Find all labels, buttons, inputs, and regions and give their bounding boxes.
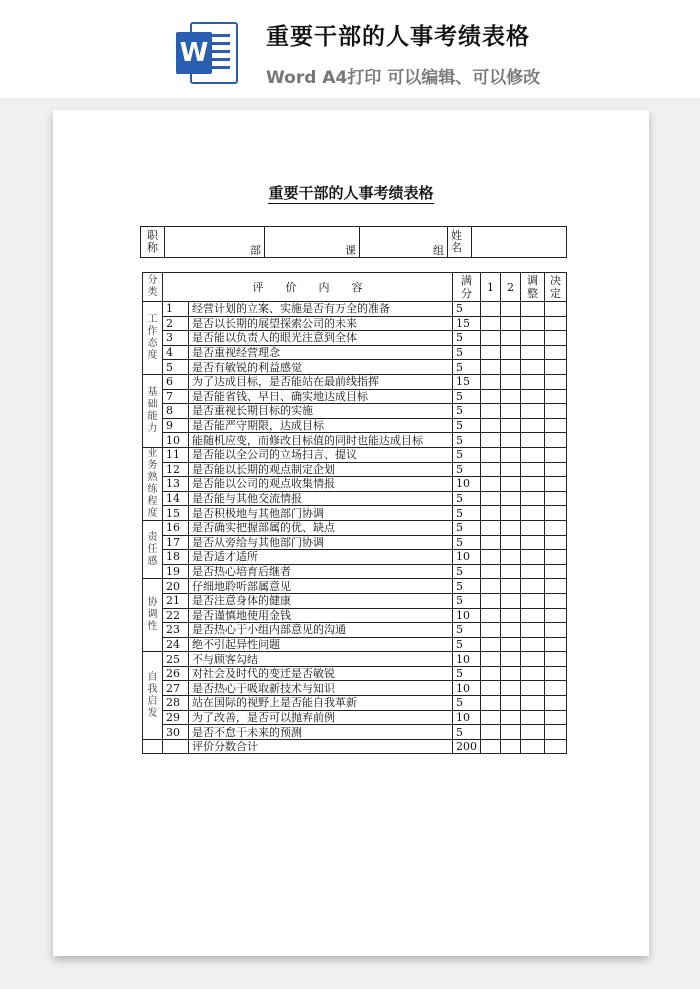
row-full-score: 5 xyxy=(453,520,481,535)
row-full-score: 10 xyxy=(453,681,481,696)
info-bu-cell: 部 xyxy=(165,227,265,258)
row-decide xyxy=(545,520,567,535)
row-decide xyxy=(545,535,567,550)
info-zhicheng-label: 职 称 xyxy=(141,227,165,258)
decide-header: 决 定 xyxy=(545,273,567,302)
row-full-score: 15 xyxy=(453,374,481,389)
table-row xyxy=(143,418,567,433)
row-col2 xyxy=(501,331,521,346)
row-number: 6 xyxy=(163,374,189,389)
row-full-score: 5 xyxy=(453,623,481,638)
row-decide xyxy=(545,316,567,331)
row-adjust xyxy=(521,345,545,360)
category-cell: 业务熟练程度 xyxy=(143,447,163,520)
info-zu-cell: 组 xyxy=(360,227,448,258)
info-xingming-label: 姓 名 xyxy=(448,227,472,258)
row-decide xyxy=(545,374,567,389)
row-full-score: 5 xyxy=(453,725,481,740)
row-col1 xyxy=(481,506,501,521)
row-full-score: 5 xyxy=(453,506,481,521)
row-content: 是否确实把握部属的优、缺点 xyxy=(189,520,453,535)
row-content: 是否能严守期限，达成目标 xyxy=(189,418,453,433)
full-score-header: 满 分 xyxy=(453,273,481,302)
evaluation-table xyxy=(142,272,567,754)
row-number: 7 xyxy=(163,389,189,404)
row-adjust xyxy=(521,579,545,594)
row-content: 是否重视经营理念 xyxy=(189,345,453,360)
row-decide xyxy=(545,345,567,360)
row-full-score: 5 xyxy=(453,564,481,579)
info-ke-cell: 课 xyxy=(265,227,360,258)
row-full-score: 5 xyxy=(453,666,481,681)
row-adjust xyxy=(521,623,545,638)
table-row xyxy=(143,433,567,448)
table-row xyxy=(143,593,567,608)
row-decide xyxy=(545,681,567,696)
row-full-score: 5 xyxy=(453,579,481,594)
row-number: 12 xyxy=(163,462,189,477)
row-col2 xyxy=(501,462,521,477)
table-row xyxy=(143,491,567,506)
table-row xyxy=(143,404,567,419)
row-full-score: 10 xyxy=(453,477,481,492)
row-full-score: 5 xyxy=(453,535,481,550)
row-content: 是否适才适所 xyxy=(189,550,453,565)
row-adjust xyxy=(521,637,545,652)
table-row xyxy=(143,462,567,477)
row-adjust xyxy=(521,506,545,521)
row-col1 xyxy=(481,331,501,346)
row-full-score: 5 xyxy=(453,418,481,433)
word-document-icon xyxy=(176,22,238,84)
row-content: 是否重视长期目标的实施 xyxy=(189,404,453,419)
row-col1 xyxy=(481,608,501,623)
row-full-score: 5 xyxy=(453,447,481,462)
row-decide xyxy=(545,433,567,448)
table-row xyxy=(143,608,567,623)
row-number: 27 xyxy=(163,681,189,696)
row-number: 1 xyxy=(163,302,189,317)
row-adjust xyxy=(521,404,545,419)
row-decide xyxy=(545,579,567,594)
row-col1 xyxy=(481,433,501,448)
row-content: 经营计划的立案、实施是否有万全的准备 xyxy=(189,302,453,317)
table-row xyxy=(143,725,567,740)
row-col1 xyxy=(481,696,501,711)
row-content: 是否注意身体的健康 xyxy=(189,593,453,608)
row-col2 xyxy=(501,725,521,740)
table-row xyxy=(143,681,567,696)
row-decide xyxy=(545,418,567,433)
row-decide xyxy=(545,550,567,565)
row-col2 xyxy=(501,360,521,375)
table-header-row xyxy=(143,273,567,302)
row-content: 仔细地聆听部属意见 xyxy=(189,579,453,594)
row-content: 为了达成目标，是否能站在最前线指挥 xyxy=(189,374,453,389)
row-col1 xyxy=(481,360,501,375)
row-full-score: 5 xyxy=(453,302,481,317)
row-decide xyxy=(545,725,567,740)
info-table xyxy=(140,226,567,258)
row-full-score: 10 xyxy=(453,710,481,725)
header-subtitle: Word A4打印 可以编辑、可以修改 xyxy=(266,68,541,88)
row-adjust xyxy=(521,593,545,608)
row-content: 是否能省钱、早日、确实地达成目标 xyxy=(189,389,453,404)
row-col2 xyxy=(501,447,521,462)
word-icon-letter: W xyxy=(176,32,212,74)
total-num-cell xyxy=(163,739,189,754)
table-row xyxy=(143,389,567,404)
row-number: 3 xyxy=(163,331,189,346)
row-content: 是否能与其他交流情报 xyxy=(189,491,453,506)
row-content: 是否热心于小组内部意见的沟通 xyxy=(189,623,453,638)
row-adjust xyxy=(521,564,545,579)
total-label: 评价分数合计 xyxy=(189,739,453,754)
row-adjust xyxy=(521,491,545,506)
row-col1 xyxy=(481,462,501,477)
row-decide xyxy=(545,710,567,725)
row-col2 xyxy=(501,564,521,579)
row-content: 能随机应变，而修改目标值的同时也能达成目标 xyxy=(189,433,453,448)
row-adjust xyxy=(521,433,545,448)
row-number: 10 xyxy=(163,433,189,448)
table-row xyxy=(143,652,567,667)
row-col2 xyxy=(501,345,521,360)
row-full-score: 5 xyxy=(453,637,481,652)
table-row xyxy=(143,579,567,594)
row-adjust xyxy=(521,681,545,696)
row-decide xyxy=(545,331,567,346)
row-col1 xyxy=(481,404,501,419)
row-content: 为了改善，是否可以抛弃前例 xyxy=(189,710,453,725)
category-cell: 工作态度 xyxy=(143,302,163,375)
row-col2 xyxy=(501,550,521,565)
row-col2 xyxy=(501,666,521,681)
row-adjust xyxy=(521,374,545,389)
row-col1 xyxy=(481,491,501,506)
row-number: 30 xyxy=(163,725,189,740)
row-adjust xyxy=(521,331,545,346)
row-decide xyxy=(545,666,567,681)
table-row xyxy=(143,360,567,375)
total-empty-cell xyxy=(501,739,521,754)
row-col1 xyxy=(481,623,501,638)
row-adjust xyxy=(521,666,545,681)
row-col1 xyxy=(481,374,501,389)
row-number: 18 xyxy=(163,550,189,565)
row-number: 19 xyxy=(163,564,189,579)
row-content: 对社会及时代的变迁是否敏锐 xyxy=(189,666,453,681)
row-col2 xyxy=(501,506,521,521)
row-col1 xyxy=(481,345,501,360)
row-adjust xyxy=(521,550,545,565)
row-decide xyxy=(545,506,567,521)
row-col2 xyxy=(501,404,521,419)
row-content: 是否从旁给与其他部门协调 xyxy=(189,535,453,550)
row-col2 xyxy=(501,593,521,608)
row-col2 xyxy=(501,302,521,317)
row-number: 17 xyxy=(163,535,189,550)
row-adjust xyxy=(521,389,545,404)
row-col1 xyxy=(481,637,501,652)
row-col2 xyxy=(501,710,521,725)
row-col2 xyxy=(501,477,521,492)
row-decide xyxy=(545,404,567,419)
content-header: 评 价 内 容 xyxy=(163,273,453,302)
row-col1 xyxy=(481,550,501,565)
row-full-score: 5 xyxy=(453,404,481,419)
total-empty-cell xyxy=(481,739,501,754)
row-col2 xyxy=(501,418,521,433)
row-col1 xyxy=(481,666,501,681)
row-col1 xyxy=(481,389,501,404)
row-full-score: 5 xyxy=(453,389,481,404)
row-number: 23 xyxy=(163,623,189,638)
row-decide xyxy=(545,389,567,404)
row-col1 xyxy=(481,316,501,331)
row-col1 xyxy=(481,447,501,462)
table-row xyxy=(143,550,567,565)
row-content: 是否积极地与其他部门协调 xyxy=(189,506,453,521)
row-full-score: 10 xyxy=(453,608,481,623)
row-content: 是否热心于吸取新技术与知识 xyxy=(189,681,453,696)
adjust-header: 调 整 xyxy=(521,273,545,302)
category-cell: 自我启发 xyxy=(143,652,163,740)
row-full-score: 5 xyxy=(453,696,481,711)
row-col1 xyxy=(481,725,501,740)
row-content: 站在国际的视野上是否能自我革新 xyxy=(189,696,453,711)
category-cell: 协调性 xyxy=(143,579,163,652)
row-adjust xyxy=(521,608,545,623)
row-col1 xyxy=(481,418,501,433)
total-row xyxy=(143,739,567,754)
row-content: 是否有敏锐的利益感觉 xyxy=(189,360,453,375)
table-row xyxy=(143,637,567,652)
row-col2 xyxy=(501,389,521,404)
row-adjust xyxy=(521,725,545,740)
row-full-score: 5 xyxy=(453,491,481,506)
row-content: 是否能以公司的观点收集情报 xyxy=(189,477,453,492)
row-number: 13 xyxy=(163,477,189,492)
table-row xyxy=(143,302,567,317)
row-number: 5 xyxy=(163,360,189,375)
table-row xyxy=(143,506,567,521)
row-full-score: 15 xyxy=(453,316,481,331)
row-decide xyxy=(545,477,567,492)
row-col1 xyxy=(481,681,501,696)
row-decide xyxy=(545,564,567,579)
table-row xyxy=(143,316,567,331)
row-number: 26 xyxy=(163,666,189,681)
row-col1 xyxy=(481,535,501,550)
row-col1 xyxy=(481,564,501,579)
row-adjust xyxy=(521,462,545,477)
row-content: 是否以长期的展望探索公司的未来 xyxy=(189,316,453,331)
document-page xyxy=(53,110,649,956)
total-blank-cell xyxy=(143,739,163,754)
row-number: 15 xyxy=(163,506,189,521)
row-content: 是否谨慎地使用金钱 xyxy=(189,608,453,623)
row-number: 24 xyxy=(163,637,189,652)
info-name-value xyxy=(472,227,567,258)
row-full-score: 5 xyxy=(453,360,481,375)
row-adjust xyxy=(521,418,545,433)
row-col2 xyxy=(501,608,521,623)
row-adjust xyxy=(521,652,545,667)
row-col2 xyxy=(501,520,521,535)
table-row xyxy=(143,666,567,681)
row-adjust xyxy=(521,520,545,535)
row-number: 28 xyxy=(163,696,189,711)
table-row xyxy=(143,623,567,638)
row-adjust xyxy=(521,535,545,550)
total-empty-cell xyxy=(521,739,545,754)
row-full-score: 10 xyxy=(453,550,481,565)
row-decide xyxy=(545,360,567,375)
row-decide xyxy=(545,593,567,608)
row-adjust xyxy=(521,302,545,317)
row-col2 xyxy=(501,316,521,331)
row-decide xyxy=(545,302,567,317)
row-col2 xyxy=(501,652,521,667)
header-bar xyxy=(0,0,700,98)
row-number: 2 xyxy=(163,316,189,331)
row-decide xyxy=(545,623,567,638)
table-row xyxy=(143,345,567,360)
row-col2 xyxy=(501,637,521,652)
row-full-score: 5 xyxy=(453,433,481,448)
col2-header: 2 xyxy=(501,273,521,302)
document-title-text: 重要干部的人事考绩表格 xyxy=(268,184,434,202)
row-full-score: 5 xyxy=(453,462,481,477)
table-row xyxy=(143,564,567,579)
row-content: 是否能以长期的观点制定企划 xyxy=(189,462,453,477)
total-score: 200 xyxy=(453,739,481,754)
category-cell: 责任感 xyxy=(143,520,163,578)
table-row xyxy=(143,520,567,535)
row-adjust xyxy=(521,447,545,462)
category-cell: 基础能力 xyxy=(143,374,163,447)
document-title xyxy=(53,182,649,203)
row-content: 是否能以负责人的眼光注意到全体 xyxy=(189,331,453,346)
row-col1 xyxy=(481,710,501,725)
row-number: 4 xyxy=(163,345,189,360)
row-full-score: 5 xyxy=(453,345,481,360)
row-number: 9 xyxy=(163,418,189,433)
table-row xyxy=(143,374,567,389)
row-decide xyxy=(545,491,567,506)
row-col2 xyxy=(501,579,521,594)
row-col2 xyxy=(501,696,521,711)
row-content: 是否不怠于未来的预测 xyxy=(189,725,453,740)
row-number: 21 xyxy=(163,593,189,608)
row-col2 xyxy=(501,623,521,638)
row-decide xyxy=(545,652,567,667)
row-content: 是否能以全公司的立场扫言、提议 xyxy=(189,447,453,462)
row-decide xyxy=(545,447,567,462)
row-decide xyxy=(545,462,567,477)
row-col1 xyxy=(481,520,501,535)
row-full-score: 5 xyxy=(453,331,481,346)
row-adjust xyxy=(521,710,545,725)
table-row xyxy=(143,535,567,550)
row-decide xyxy=(545,637,567,652)
row-content: 不与顾客勾结 xyxy=(189,652,453,667)
category-header: 分类 xyxy=(143,273,163,302)
row-col2 xyxy=(501,681,521,696)
row-number: 22 xyxy=(163,608,189,623)
row-number: 11 xyxy=(163,447,189,462)
row-col1 xyxy=(481,477,501,492)
row-adjust xyxy=(521,696,545,711)
row-col1 xyxy=(481,579,501,594)
row-full-score: 5 xyxy=(453,593,481,608)
row-number: 16 xyxy=(163,520,189,535)
header-title: 重要干部的人事考绩表格 xyxy=(266,24,530,50)
row-number: 29 xyxy=(163,710,189,725)
table-row xyxy=(143,696,567,711)
row-full-score: 10 xyxy=(453,652,481,667)
row-content: 绝不引起异性问题 xyxy=(189,637,453,652)
table-row xyxy=(143,477,567,492)
row-adjust xyxy=(521,360,545,375)
table-row xyxy=(143,331,567,346)
row-adjust xyxy=(521,477,545,492)
col1-header: 1 xyxy=(481,273,501,302)
row-number: 14 xyxy=(163,491,189,506)
row-col2 xyxy=(501,535,521,550)
row-col2 xyxy=(501,433,521,448)
row-col1 xyxy=(481,593,501,608)
table-row xyxy=(143,447,567,462)
row-col1 xyxy=(481,652,501,667)
row-number: 20 xyxy=(163,579,189,594)
row-number: 25 xyxy=(163,652,189,667)
row-decide xyxy=(545,696,567,711)
row-col2 xyxy=(501,491,521,506)
row-col1 xyxy=(481,302,501,317)
row-number: 8 xyxy=(163,404,189,419)
row-content: 是否热心培育后继者 xyxy=(189,564,453,579)
table-row xyxy=(143,710,567,725)
row-col2 xyxy=(501,374,521,389)
row-adjust xyxy=(521,316,545,331)
row-decide xyxy=(545,608,567,623)
total-empty-cell xyxy=(545,739,567,754)
